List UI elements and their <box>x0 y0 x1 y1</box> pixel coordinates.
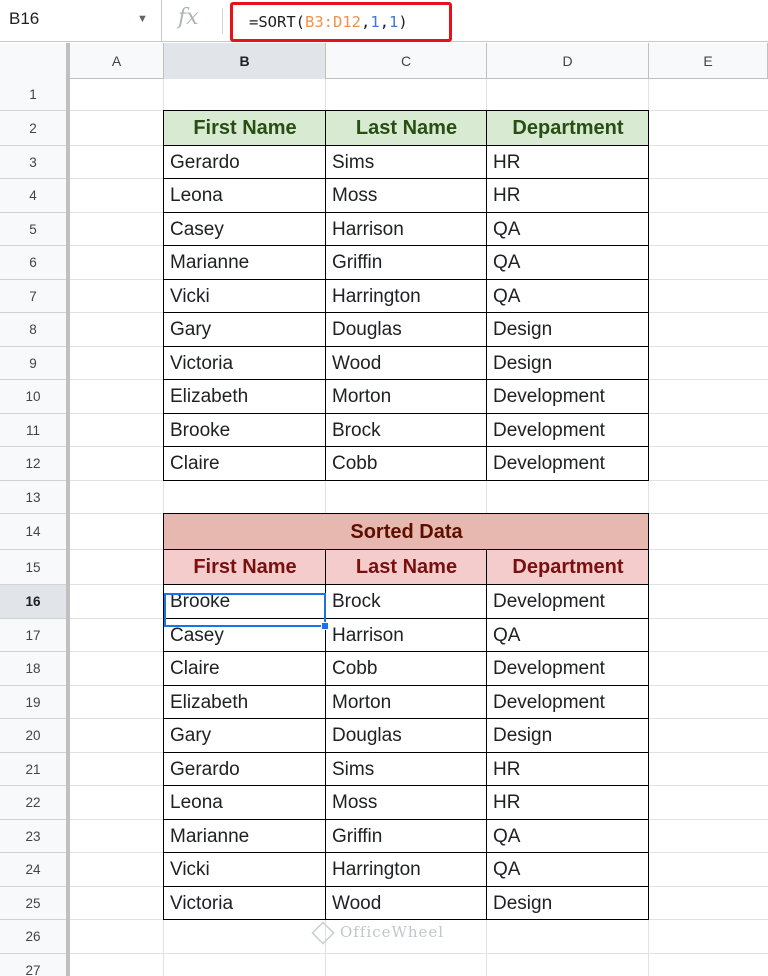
table-border <box>486 110 487 481</box>
table-border <box>163 718 649 719</box>
column-heading[interactable]: First Name <box>164 550 326 585</box>
table-border <box>163 413 649 414</box>
row-header-25[interactable]: 25 <box>0 887 66 920</box>
row-header-17[interactable]: 17 <box>0 619 66 652</box>
table-cell[interactable]: QA <box>493 252 521 273</box>
table-cell[interactable]: Elizabeth <box>170 692 249 713</box>
table-cell[interactable]: Marianne <box>170 252 250 273</box>
row-header-16[interactable]: 16 <box>0 585 66 619</box>
row-header-8[interactable]: 8 <box>0 313 66 347</box>
table-cell[interactable]: Brooke <box>170 420 231 441</box>
formula-range: B3:D12 <box>305 13 361 31</box>
table-cell[interactable]: Douglas <box>332 319 402 340</box>
row-header-24[interactable]: 24 <box>0 853 66 887</box>
table-border <box>163 685 649 686</box>
table-cell[interactable]: Design <box>493 893 553 914</box>
name-box-value: B16 <box>9 9 40 28</box>
table-cell[interactable]: QA <box>493 219 521 240</box>
table-cell[interactable]: Sims <box>332 152 375 173</box>
formula-bar <box>0 0 768 42</box>
table-cell[interactable]: Morton <box>332 692 392 713</box>
table-cell[interactable]: Moss <box>332 185 378 206</box>
table-border <box>648 110 649 481</box>
watermark-text: OfficeWheel <box>340 923 445 941</box>
row-header-20[interactable]: 20 <box>0 719 66 753</box>
table-cell[interactable]: Gerardo <box>170 152 240 173</box>
table-border <box>163 279 649 280</box>
table-border <box>163 110 164 481</box>
table-cell[interactable]: Vicki <box>170 859 210 880</box>
table-cell[interactable]: Griffin <box>332 252 383 273</box>
row-header-bar <box>0 79 70 976</box>
column-header-a[interactable]: A <box>70 43 164 79</box>
table-cell[interactable]: HR <box>493 759 521 780</box>
watermark <box>312 922 444 944</box>
table-border <box>163 346 649 347</box>
table-border <box>486 549 487 920</box>
row-header-3[interactable]: 3 <box>0 146 66 179</box>
grid-row-line <box>70 953 768 954</box>
table-border <box>163 379 649 380</box>
table-cell[interactable]: Morton <box>332 386 392 407</box>
row-header-22[interactable]: 22 <box>0 786 66 820</box>
column-header-c[interactable]: C <box>326 43 487 79</box>
formula-prefix: =SORT( <box>249 13 305 31</box>
table-border <box>325 110 326 481</box>
table-cell[interactable]: QA <box>493 826 521 847</box>
name-box[interactable] <box>0 0 162 42</box>
row-header-21[interactable]: 21 <box>0 753 66 786</box>
table-border <box>163 785 649 786</box>
column-header-bar <box>0 43 768 79</box>
table-border <box>648 513 649 920</box>
formula-separator: , <box>361 13 371 31</box>
table-cell[interactable]: Harrington <box>332 286 421 307</box>
row-header-5[interactable]: 5 <box>0 213 66 246</box>
table-cell[interactable]: Victoria <box>170 893 234 914</box>
table-border <box>163 446 649 447</box>
column-heading[interactable]: Last Name <box>326 111 487 146</box>
table-cell[interactable]: Leona <box>170 185 223 206</box>
table-cell[interactable]: Gerardo <box>170 759 240 780</box>
table-cell[interactable]: Brock <box>332 591 381 612</box>
table-cell[interactable]: Harrison <box>332 625 404 646</box>
column-header-e[interactable]: E <box>649 43 768 79</box>
row-header-23[interactable]: 23 <box>0 820 66 853</box>
formula-ascending: 1 <box>389 13 399 31</box>
table-title[interactable]: Sorted Data <box>164 514 649 550</box>
table-cell[interactable]: Victoria <box>170 353 234 374</box>
table-cell[interactable]: Casey <box>170 625 224 646</box>
table-border <box>325 549 326 920</box>
fill-handle[interactable] <box>321 622 329 630</box>
column-heading[interactable]: First Name <box>164 111 326 146</box>
table-cell[interactable]: Design <box>493 319 553 340</box>
row-header-11[interactable]: 11 <box>0 414 66 447</box>
table-border <box>163 651 649 652</box>
table-cell[interactable]: Wood <box>332 893 382 914</box>
row-header-15[interactable]: 15 <box>0 550 66 585</box>
table-cell[interactable]: Development <box>493 420 605 441</box>
table-border <box>163 513 164 920</box>
row-header-10[interactable]: 10 <box>0 380 66 414</box>
table-border <box>163 819 649 820</box>
table-cell[interactable]: Harrison <box>332 219 404 240</box>
table-cell[interactable]: Leona <box>170 792 223 813</box>
row-header-6[interactable]: 6 <box>0 246 66 280</box>
table-cell[interactable]: HR <box>493 152 521 173</box>
table-cell[interactable]: Vicki <box>170 286 210 307</box>
table-border <box>163 110 649 111</box>
table-border <box>163 480 649 481</box>
table-border <box>163 513 649 514</box>
table-border <box>163 618 649 619</box>
table-border <box>163 312 649 313</box>
table-cell[interactable]: Development <box>493 591 605 612</box>
officewheel-logo-icon <box>311 921 334 944</box>
formula-input[interactable] <box>230 2 452 42</box>
table-cell[interactable]: Claire <box>170 658 220 679</box>
row-header-19[interactable]: 19 <box>0 686 66 719</box>
formula-suffix: ) <box>398 13 408 31</box>
formula-divider <box>222 8 223 34</box>
row-header-2[interactable]: 2 <box>0 111 66 146</box>
column-heading[interactable]: Department <box>487 550 649 585</box>
row-header-4[interactable]: 4 <box>0 179 66 213</box>
table-border <box>163 549 649 550</box>
row-header-18[interactable]: 18 <box>0 652 66 686</box>
table-cell[interactable]: Development <box>493 658 605 679</box>
table-cell[interactable]: Gary <box>170 319 212 340</box>
table-border <box>163 852 649 853</box>
table-cell[interactable]: Brooke <box>170 591 231 612</box>
row-header-9[interactable]: 9 <box>0 347 66 380</box>
column-header-d[interactable]: D <box>487 43 649 79</box>
table-cell[interactable]: Harrington <box>332 859 421 880</box>
table-cell[interactable]: Brock <box>332 420 381 441</box>
table-cell[interactable]: Marianne <box>170 826 250 847</box>
table-border <box>163 145 649 146</box>
table-cell[interactable]: HR <box>493 792 521 813</box>
table-cell[interactable]: Elizabeth <box>170 386 249 407</box>
table-border <box>163 212 649 213</box>
row-header-7[interactable]: 7 <box>0 280 66 313</box>
table-cell[interactable]: QA <box>493 859 521 880</box>
column-heading[interactable]: Last Name <box>326 550 487 585</box>
table-cell[interactable]: QA <box>493 625 521 646</box>
table-cell[interactable]: Claire <box>170 453 220 474</box>
row-header-14[interactable]: 14 <box>0 514 66 550</box>
row-header-13[interactable]: 13 <box>0 481 66 514</box>
table-cell[interactable]: Development <box>493 386 605 407</box>
table-cell[interactable]: HR <box>493 185 521 206</box>
table-border <box>163 886 649 887</box>
table-border <box>163 752 649 753</box>
table-cell[interactable]: QA <box>493 286 521 307</box>
table-cell[interactable]: Casey <box>170 219 224 240</box>
name-box-dropdown-icon[interactable]: ▼ <box>137 13 148 25</box>
select-all-corner[interactable] <box>0 43 70 79</box>
table-cell[interactable]: Sims <box>332 759 375 780</box>
column-header-b[interactable]: B <box>164 43 326 79</box>
formula-sort-column: 1 <box>370 13 380 31</box>
table-border <box>163 584 649 585</box>
table-cell[interactable]: Gary <box>170 725 212 746</box>
table-cell[interactable]: Design <box>493 353 553 374</box>
table-border <box>163 178 649 179</box>
column-heading[interactable]: Department <box>487 111 649 146</box>
table-cell[interactable]: Design <box>493 725 553 746</box>
fx-icon: fx <box>178 5 199 30</box>
table-cell[interactable]: Moss <box>332 792 378 813</box>
table-cell[interactable]: Griffin <box>332 826 383 847</box>
formula-separator: , <box>379 13 390 31</box>
table-border <box>163 245 649 246</box>
table-border <box>163 919 649 920</box>
table-cell[interactable]: Development <box>493 453 605 474</box>
table-cell[interactable]: Cobb <box>332 453 378 474</box>
table-cell[interactable]: Wood <box>332 353 382 374</box>
row-header-12[interactable]: 12 <box>0 447 66 481</box>
row-header-26[interactable]: 26 <box>0 920 66 954</box>
row-header-1[interactable]: 1 <box>0 79 66 111</box>
table-cell[interactable]: Development <box>493 692 605 713</box>
table-cell[interactable]: Cobb <box>332 658 378 679</box>
row-header-27[interactable]: 27 <box>0 954 66 976</box>
table-cell[interactable]: Douglas <box>332 725 402 746</box>
